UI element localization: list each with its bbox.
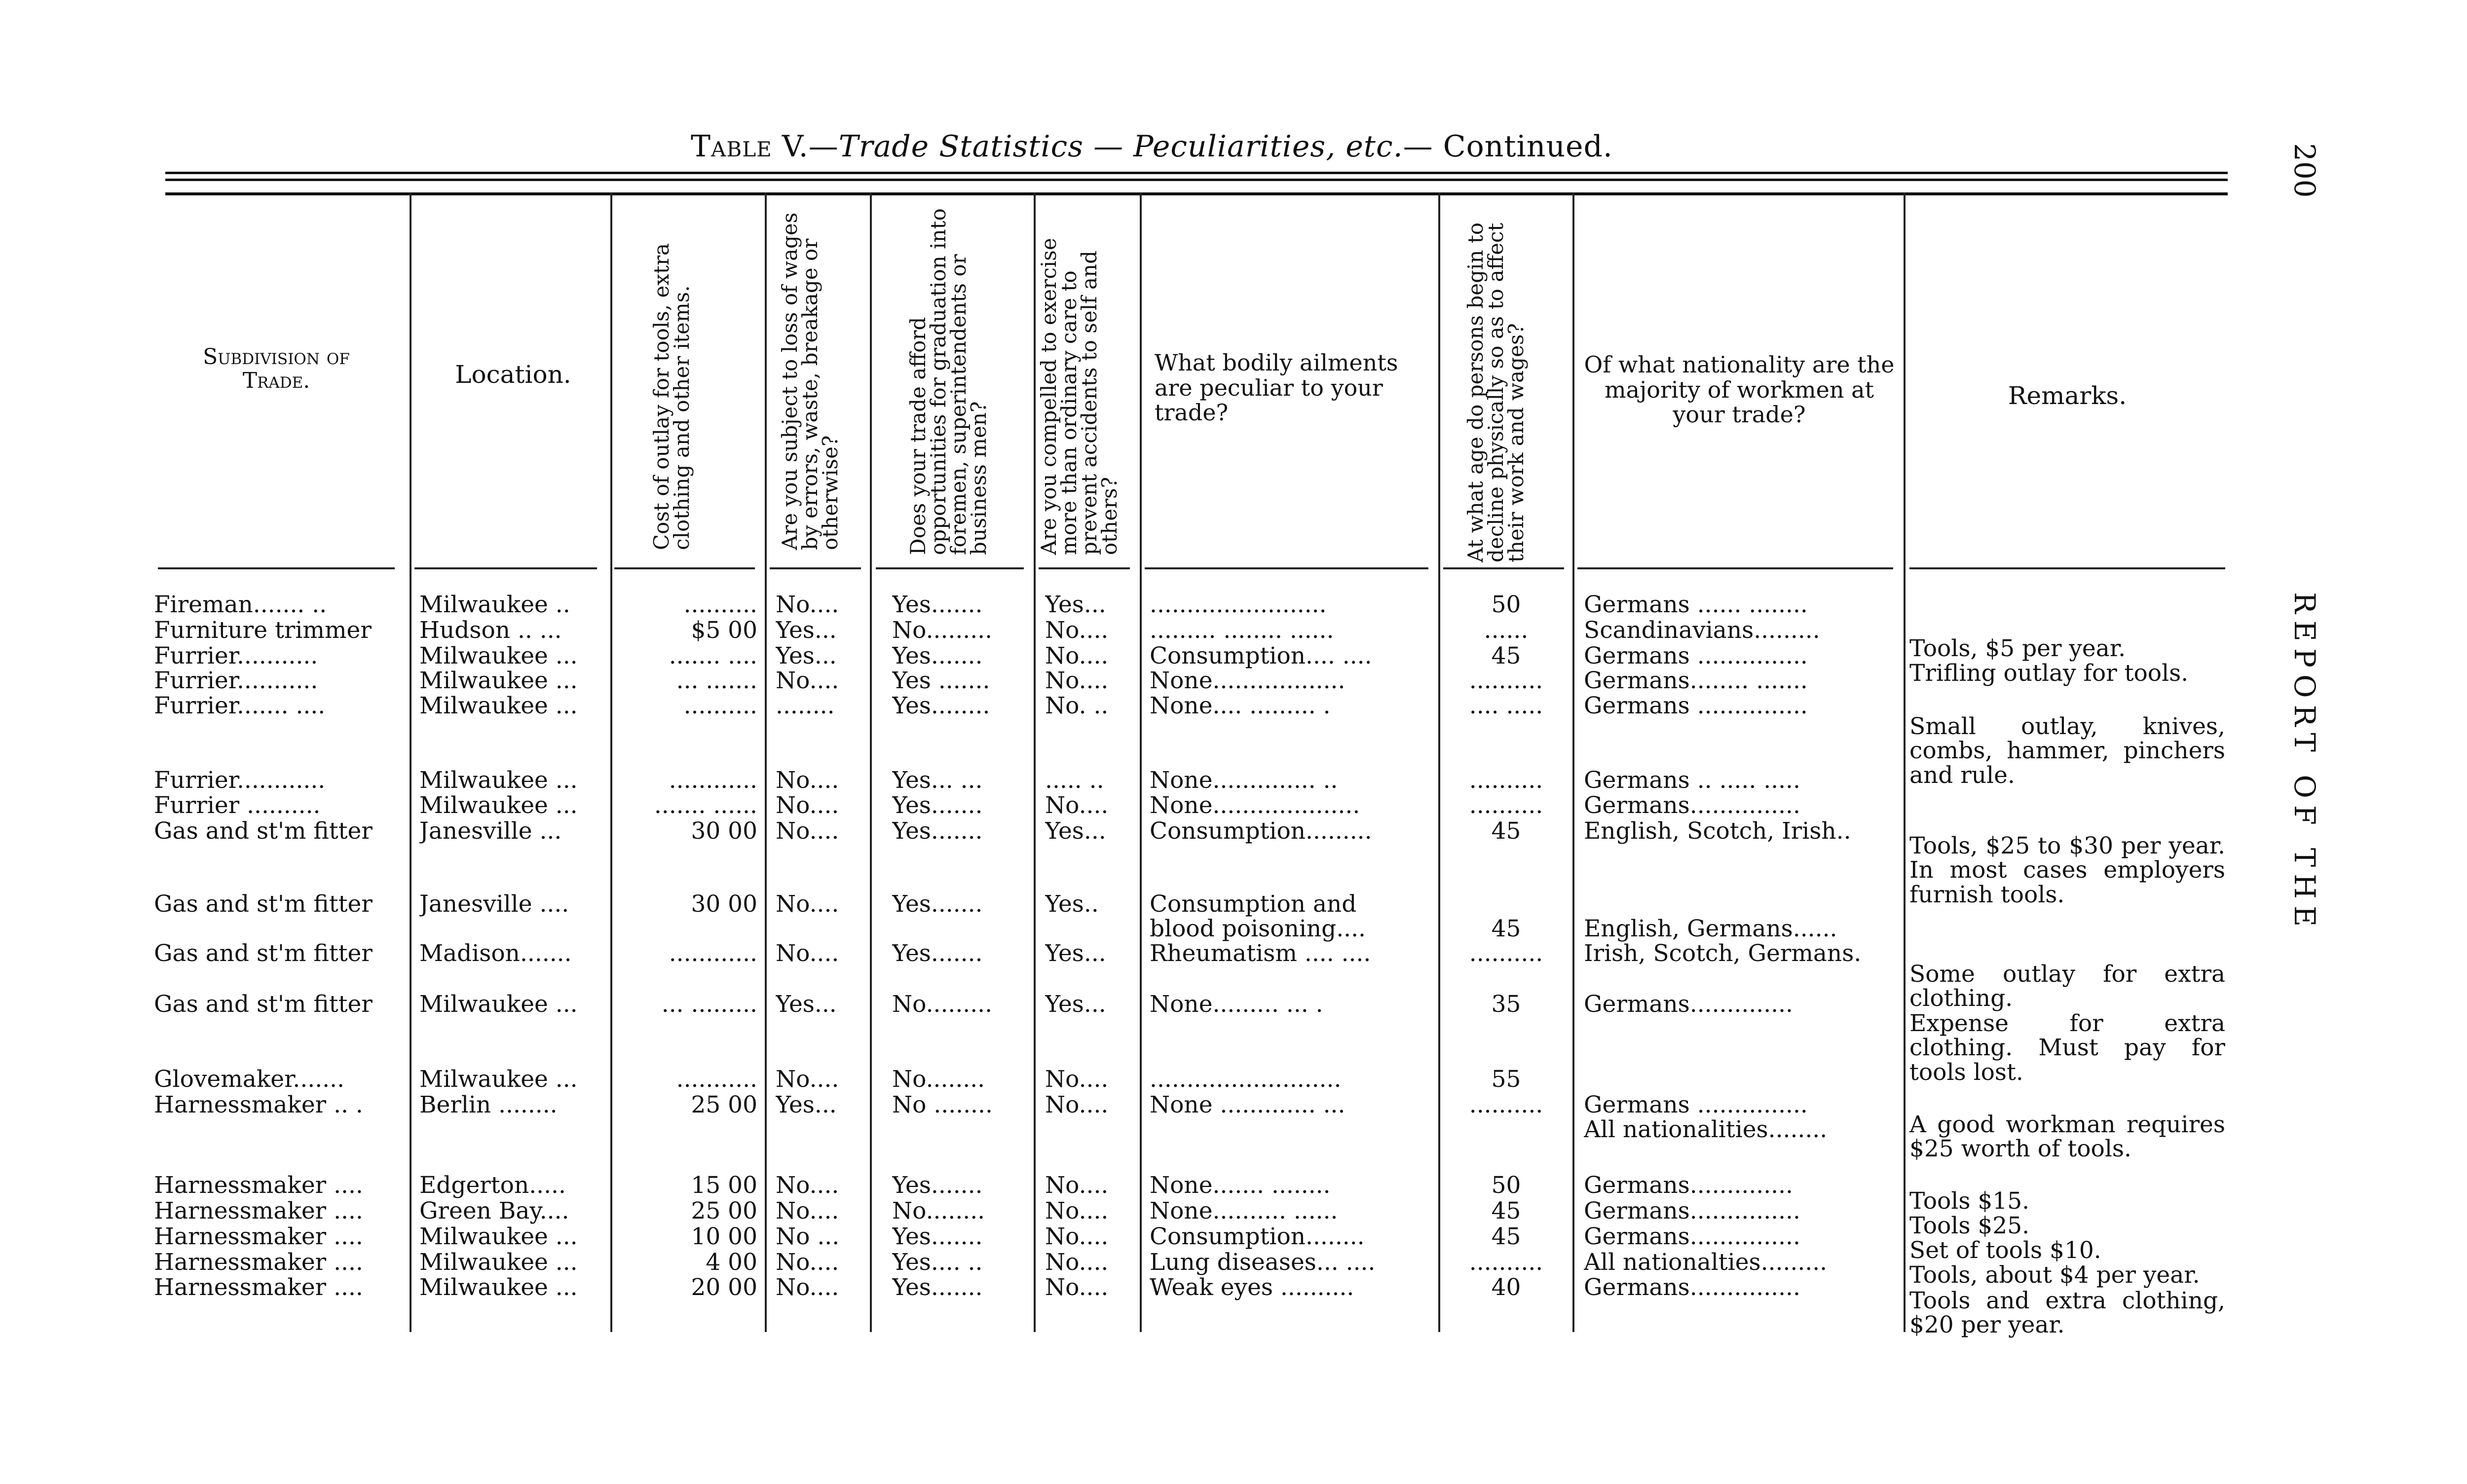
cell-trade: Furrier .......... [154,792,321,819]
cell-location: Milwaukee ... [419,1274,578,1301]
cell-opp: No......... [892,991,993,1018]
cell-nationality: Germans.............. [1584,1172,1793,1199]
cell-care: Yes... [1045,591,1106,618]
table-title [691,129,1613,164]
title-rule-middle [165,179,2228,181]
cell-opp: No......... [892,617,993,644]
cell-ailment: Consumption........ [1150,1223,1365,1250]
cell-opp: Yes....... [892,890,983,918]
remark-text: Tools $25. [1909,1212,2030,1239]
table-row [0,591,2467,617]
header-opportunity: Does your trade afford opportunities for graduation into foremen, superintendents or business men? [906,208,991,555]
cell-age: 45 [1491,915,1521,942]
cell-opp: Yes....... [892,1172,983,1199]
remark-text: Tools $15. [1909,1187,2030,1215]
column-divider [1140,192,1142,1332]
cell-trade: Furrier............ [154,767,326,794]
remark-text: Tools, $25 to $30 per year. In most cases employers furnish tools. [1909,832,2225,908]
cell-age: 35 [1491,991,1521,1018]
column-divider [765,192,767,1332]
cell-trade: Gas and st'm fitter [154,890,373,918]
cell-opp: Yes....... [892,1223,983,1250]
cell-nationality: Germans............... [1584,1197,1800,1224]
header-underline [1443,567,1564,569]
cell-nationality: All nationalities........ [1584,1116,1828,1143]
cell-ailment: Lung diseases... .... [1150,1249,1376,1276]
cell-location: Madison....... [419,940,572,967]
header-ailments: What bodily ailments are peculiar to your trade? [1155,349,1398,426]
header-nationality: Of what nationality are the majority of workmen at your trade? [1584,351,1895,428]
cell-loss: No.... [776,667,839,694]
cell-opp: Yes........ [892,692,990,719]
header-location: Location. [455,360,571,389]
cell-nationality: Germans.............. [1584,991,1793,1018]
cell-cost: ....... .... [669,642,757,669]
cell-cost: 25 00 [691,1197,757,1224]
header-care: Are you compelled to exercise more than ordinary care to prevent accidents to self and others? [1037,238,1122,555]
cell-age: .... ..... [1469,692,1543,719]
cell-trade: Harnessmaker .... [154,1197,363,1224]
column-divider [1904,192,1906,1332]
cell-nationality: Germans............... [1584,1274,1800,1301]
cell-cost: 30 00 [691,817,757,845]
cell-trade: Gas and st'm fitter [154,940,373,967]
cell-care: Yes... [1045,940,1106,967]
cell-care: Yes... [1045,991,1106,1018]
cell-cost: 20 00 [691,1274,757,1301]
cell-cost: ........... [676,1066,757,1093]
cell-trade: Furrier........... [154,667,318,694]
header-underline [770,567,861,569]
remark-text: Tools, about $4 per year. [1909,1261,2200,1289]
cell-cost: 25 00 [691,1091,757,1118]
title-prefix: Table [691,129,772,164]
cell-nationality: Germans........ ....... [1584,667,1808,694]
cell-care: ..... .. [1045,767,1104,794]
cell-trade: Furniture trimmer [154,617,372,644]
cell-nationality: Germans............... [1584,792,1800,819]
header-underline [1909,567,2225,569]
cell-care: No.... [1045,1249,1109,1276]
cell-care: Yes... [1045,817,1106,845]
cell-age: 50 [1491,1172,1521,1199]
cell-location: Milwaukee ... [419,991,578,1018]
cell-location: Janesville .... [419,890,569,918]
cell-loss: ........ [776,692,835,719]
cell-opp: No ........ [892,1091,993,1118]
title-italic: Trade Statistics — Peculiarities, etc. [838,129,1403,164]
cell-location: Janesville ... [419,817,562,845]
cell-cost: .......... [683,591,757,618]
cell-loss: No.... [776,1197,839,1224]
cell-loss: Yes... [776,617,837,644]
header-remarks: Remarks. [2008,381,2127,410]
cell-trade: Harnessmaker .. . [154,1091,363,1118]
cell-location: Milwaukee ... [419,642,578,669]
cell-age: 50 [1491,591,1521,618]
cell-opp: Yes....... [892,940,983,967]
header-age: At what age do persons begin to decline physically so as to affect their work and wages? [1463,223,1529,562]
table-row [0,792,2467,817]
header-underline [876,567,1024,569]
header-underline [414,567,597,569]
cell-nationality: Irish, Scotch, Germans. [1584,940,1862,967]
header-cost: Cost of outlay for tools, extra clothing and other items. [649,243,694,550]
running-side-header: REPORT OF THE [2288,592,2321,934]
cell-ailment: None......... ... . [1150,991,1323,1018]
cell-loss: No.... [776,767,839,794]
cell-care: No.... [1045,1091,1109,1118]
remark-text: Tools, $5 per year. [1909,635,2126,662]
cell-age: ...... [1484,617,1529,644]
cell-location: Berlin ........ [419,1091,558,1118]
cell-ailment: Weak eyes .......... [1150,1274,1354,1301]
cell-age: 45 [1491,817,1521,845]
page-number: 200 [2288,143,2321,198]
cell-ailment: None.... ......... . [1150,692,1331,719]
cell-trade: Glovemaker....... [154,1066,345,1093]
cell-opp: No........ [892,1197,985,1224]
cell-location: Milwaukee ... [419,767,578,794]
cell-nationality: English, Germans...... [1584,915,1837,942]
cell-location: Milwaukee ... [419,792,578,819]
remark-text: Expense for extra clothing. Must pay for tools lost. [1909,1010,2225,1086]
column-divider [1438,192,1440,1332]
cell-ailment: None.................. [1150,667,1346,694]
cell-opp: Yes....... [892,642,983,669]
cell-nationality: English, Scotch, Irish.. [1584,817,1851,845]
cell-cost: .......... [683,692,757,719]
cell-age: 40 [1491,1274,1521,1301]
cell-care: No.... [1045,1274,1109,1301]
cell-cost: ............ [669,940,757,967]
cell-loss: No ... [776,1223,840,1250]
cell-loss: No.... [776,1172,839,1199]
cell-ailment: None.................... [1150,792,1360,819]
cell-care: Yes.. [1045,890,1099,918]
cell-age: .......... [1469,767,1543,794]
cell-trade: Harnessmaker .... [154,1249,363,1276]
header-underline [1039,567,1130,569]
cell-age: 45 [1491,1197,1521,1224]
column-divider [410,192,411,1332]
remark-text: Some outlay for extra clothing. [1909,961,2225,1012]
cell-care: No.... [1045,1066,1109,1093]
cell-cost: ....... ...... [654,792,757,819]
cell-loss: No.... [776,1274,839,1301]
header-underline [614,567,755,569]
cell-opp: Yes....... [892,1274,983,1301]
cell-nationality: Germans ...... ........ [1584,591,1808,618]
header-underline [1145,567,1428,569]
cell-location: Milwaukee ... [419,667,578,694]
cell-loss: No.... [776,940,839,967]
cell-ailment: blood poisoning.... [1150,915,1366,942]
cell-trade: Gas and st'm fitter [154,817,373,845]
cell-ailment: Consumption.... .... [1150,642,1372,669]
table-row [0,915,2467,941]
cell-cost: 30 00 [691,890,757,918]
cell-opp: Yes.... .. [892,1249,983,1276]
remark-text: Small outlay, knives, combs, hammer, pinchers and rule. [1909,713,2225,789]
cell-ailment: .......................... [1150,1066,1342,1093]
cell-ailment: ......... ........ ...... [1150,617,1334,644]
cell-nationality: Germans............... [1584,1223,1800,1250]
cell-location: Milwaukee ... [419,1223,578,1250]
cell-age: 45 [1491,642,1521,669]
cell-loss: No.... [776,792,839,819]
cell-care: No. .. [1045,692,1109,719]
cell-location: Milwaukee .. [419,591,570,618]
cell-cost: ............ [669,767,757,794]
cell-cost: ... ......... [661,991,757,1018]
cell-cost: 4 00 [706,1249,757,1276]
cell-care: No.... [1045,1172,1109,1199]
cell-ailment: None ............. ... [1150,1091,1346,1118]
cell-location: Milwaukee ... [419,692,578,719]
cell-nationality: Germans ............... [1584,1091,1808,1118]
header-underline [1577,567,1893,569]
cell-nationality: Germans .. ..... ..... [1584,767,1800,794]
cell-loss: No.... [776,817,839,845]
cell-nationality: Germans ............... [1584,642,1808,669]
cell-loss: No.... [776,591,839,618]
cell-cost: 10 00 [691,1223,757,1250]
cell-ailment: Consumption......... [1150,817,1372,845]
cell-opp: Yes....... [892,591,983,618]
cell-opp: Yes ....... [892,667,990,694]
cell-loss: No.... [776,1066,839,1093]
cell-opp: Yes....... [892,817,983,845]
cell-location: Green Bay.... [419,1197,569,1224]
cell-trade: Gas and st'm fitter [154,991,373,1018]
cell-care: No.... [1045,642,1109,669]
header-subdivision: Subdivision of Trade. [203,344,350,394]
cell-location: Hudson .. ... [419,617,562,644]
cell-trade: Harnessmaker .... [154,1223,363,1250]
cell-ailment: Rheumatism .... .... [1150,940,1371,967]
cell-care: No.... [1045,617,1109,644]
remark-text: Tools and extra clothing, $20 per year. [1909,1287,2225,1339]
cell-location: Edgerton..... [419,1172,566,1199]
column-divider [610,192,612,1332]
cell-loss: Yes... [776,991,837,1018]
cell-trade: Harnessmaker .... [154,1172,363,1199]
remark-text: A good workman requires $25 worth of tools. [1909,1111,2225,1163]
cell-loss: No.... [776,890,839,918]
cell-opp: Yes... ... [892,767,983,794]
cell-age: .......... [1469,1249,1543,1276]
cell-age: .......... [1469,667,1543,694]
cell-nationality: Germans ............... [1584,692,1808,719]
cell-ailment: None....... ........ [1150,1172,1331,1199]
title-suffix: — Continued. [1403,129,1613,164]
cell-loss: Yes... [776,1091,837,1118]
cell-care: No.... [1045,792,1109,819]
cell-cost: $5 00 [691,617,757,644]
cell-age: .......... [1469,940,1543,967]
column-divider [1034,192,1036,1332]
cell-ailment: ........................ [1150,591,1327,618]
cell-loss: No.... [776,1249,839,1276]
cell-ailment: None.......... ...... [1150,1197,1338,1224]
cell-care: No.... [1045,667,1109,694]
cell-location: Milwaukee ... [419,1249,578,1276]
cell-trade: Harnessmaker .... [154,1274,363,1301]
cell-ailment: Consumption and [1150,890,1357,918]
cell-age: .......... [1469,1091,1543,1118]
cell-cost: 15 00 [691,1172,757,1199]
cell-trade: Furrier....... .... [154,692,326,719]
cell-cost: ... ....... [676,667,757,694]
cell-care: No.... [1045,1223,1109,1250]
cell-age: 55 [1491,1066,1521,1093]
remark-text: Trifling outlay for tools. [1909,660,2189,687]
cell-nationality: All nationalties......... [1584,1249,1828,1276]
cell-age: 45 [1491,1223,1521,1250]
cell-age: .......... [1469,792,1543,819]
cell-care: No.... [1045,1197,1109,1224]
header-underline [158,567,395,569]
cell-opp: No........ [892,1066,985,1093]
header-loss: Are you subject to loss of wages by errors, waste, breakage or otherwise? [778,212,843,550]
cell-nationality: Scandinavians......... [1584,617,1820,644]
cell-location: Milwaukee ... [419,1066,578,1093]
title-numeral: V.— [782,129,839,164]
remark-text: Set of tools $10. [1909,1237,2101,1264]
cell-opp: Yes....... [892,792,983,819]
cell-trade: Fireman....... .. [154,591,327,618]
title-rule-bottom [165,192,2228,195]
title-rule-top [165,172,2228,174]
cell-loss: Yes... [776,642,837,669]
cell-trade: Furrier........... [154,642,318,669]
cell-ailment: None.............. .. [1150,767,1338,794]
